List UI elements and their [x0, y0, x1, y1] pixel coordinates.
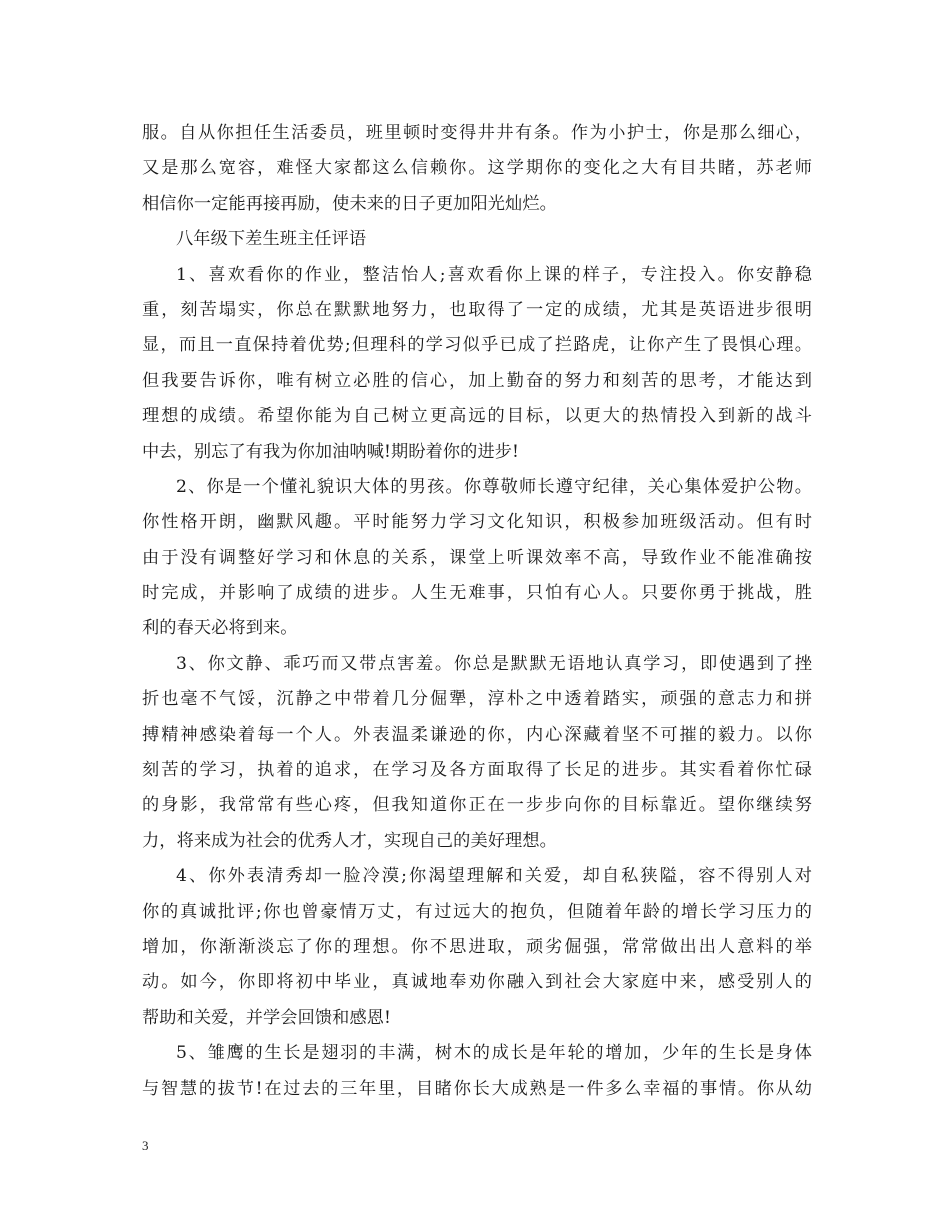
text-line: 帮助和关爱，并学会回馈和感恩!: [142, 1007, 392, 1028]
text-line: 刻苦的学习，执着的追求，在学习及各方面取得了长足的进步。其实看着你忙碌: [142, 760, 812, 781]
text-line: 显，而且一直保持着优势;但理科的学习似乎已成了拦路虎，让你产生了畏惧心理。: [142, 335, 812, 356]
text-line: 搏精神感染着每一个人。外表温柔谦逊的你，内心深藏着坚不可摧的毅力。以你: [142, 724, 812, 745]
text-line: 你的真诚批评;你也曾豪情万丈，有过远大的抱负，但随着年龄的增长学习压力的: [142, 901, 812, 922]
text-line: 又是那么宽容，难怪大家都这么信赖你。这学期你的变化之大有目共睹，苏老师: [142, 158, 812, 179]
text-line: 相信你一定能再接再励，使未来的日子更加阳光灿烂。: [142, 193, 557, 214]
text-line: 5、雏鹰的生长是翅羽的丰满，树木的成长是年轮的增加，少年的生长是身体: [176, 1043, 812, 1064]
text-line: 八年级下差生班主任评语: [176, 229, 367, 250]
text-line: 你性格开朗，幽默风趣。平时能努力学习文化知识，积极参加班级活动。但有时: [142, 512, 812, 533]
document-body: [142, 116, 812, 1107]
text-line: 折也毫不气馁，沉静之中带着几分倔犟，淳朴之中透着踏实，顽强的意志力和拼: [142, 689, 812, 710]
text-line: 3、你文静、乖巧而又带点害羞。你总是默默无语地认真学习，即使遇到了挫: [176, 653, 812, 674]
text-line: 重，刻苦塌实，你总在默默地努力，也取得了一定的成绩，尤其是英语进步很明: [142, 299, 812, 320]
text-line: 但我要告诉你，唯有树立必胜的信心，加上勤奋的努力和刻苦的思考，才能达到: [142, 370, 812, 391]
text-line: 2、你是一个懂礼貌识大体的男孩。你尊敬师长遵守纪律，关心集体爱护公物。: [176, 476, 812, 497]
text-line: 时完成，并影响了成绩的进步。人生无难事，只怕有心人。只要你勇于挑战，胜: [142, 583, 812, 604]
text-line: 理想的成绩。希望你能为自己树立更高远的目标，以更大的热情投入到新的战斗: [142, 406, 812, 427]
text-line: 4、你外表清秀却一脸冷漠;你渴望理解和关爱，却自私狭隘，容不得别人对: [176, 866, 812, 887]
text-line: 力，将来成为社会的优秀人才，实现自己的美好理想。: [142, 830, 557, 851]
text-line: 中去，别忘了有我为你加油呐喊!期盼着你的进步!: [142, 441, 520, 462]
text-line: 由于没有调整好学习和休息的关系，课堂上听课效率不高，导致作业不能准确按: [142, 547, 812, 568]
text-line: 的身影，我常常有些心疼，但我知道你正在一步步向你的目标靠近。望你继续努: [142, 795, 812, 816]
text-line: 1、喜欢看你的作业，整洁怡人;喜欢看你上课的样子，专注投入。你安静稳: [176, 264, 812, 285]
text-line: 动。如今，你即将初中毕业，真诚地奉劝你融入到社会大家庭中来，感受别人的: [142, 972, 812, 993]
text-line: 利的春天必将到来。: [142, 618, 298, 639]
text-line: 与智慧的拔节!在过去的三年里，目睹你长大成熟是一件多么幸福的事情。你从幼: [142, 1078, 812, 1099]
text-line: 增加，你渐渐淡忘了你的理想。你不思进取，顽劣倔强，常常做出出人意料的举: [142, 936, 812, 957]
page-number: 3: [142, 1138, 149, 1153]
text-line: 服。自从你担任生活委员，班里顿时变得井井有条。作为小护士，你是那么细心，: [142, 123, 812, 143]
